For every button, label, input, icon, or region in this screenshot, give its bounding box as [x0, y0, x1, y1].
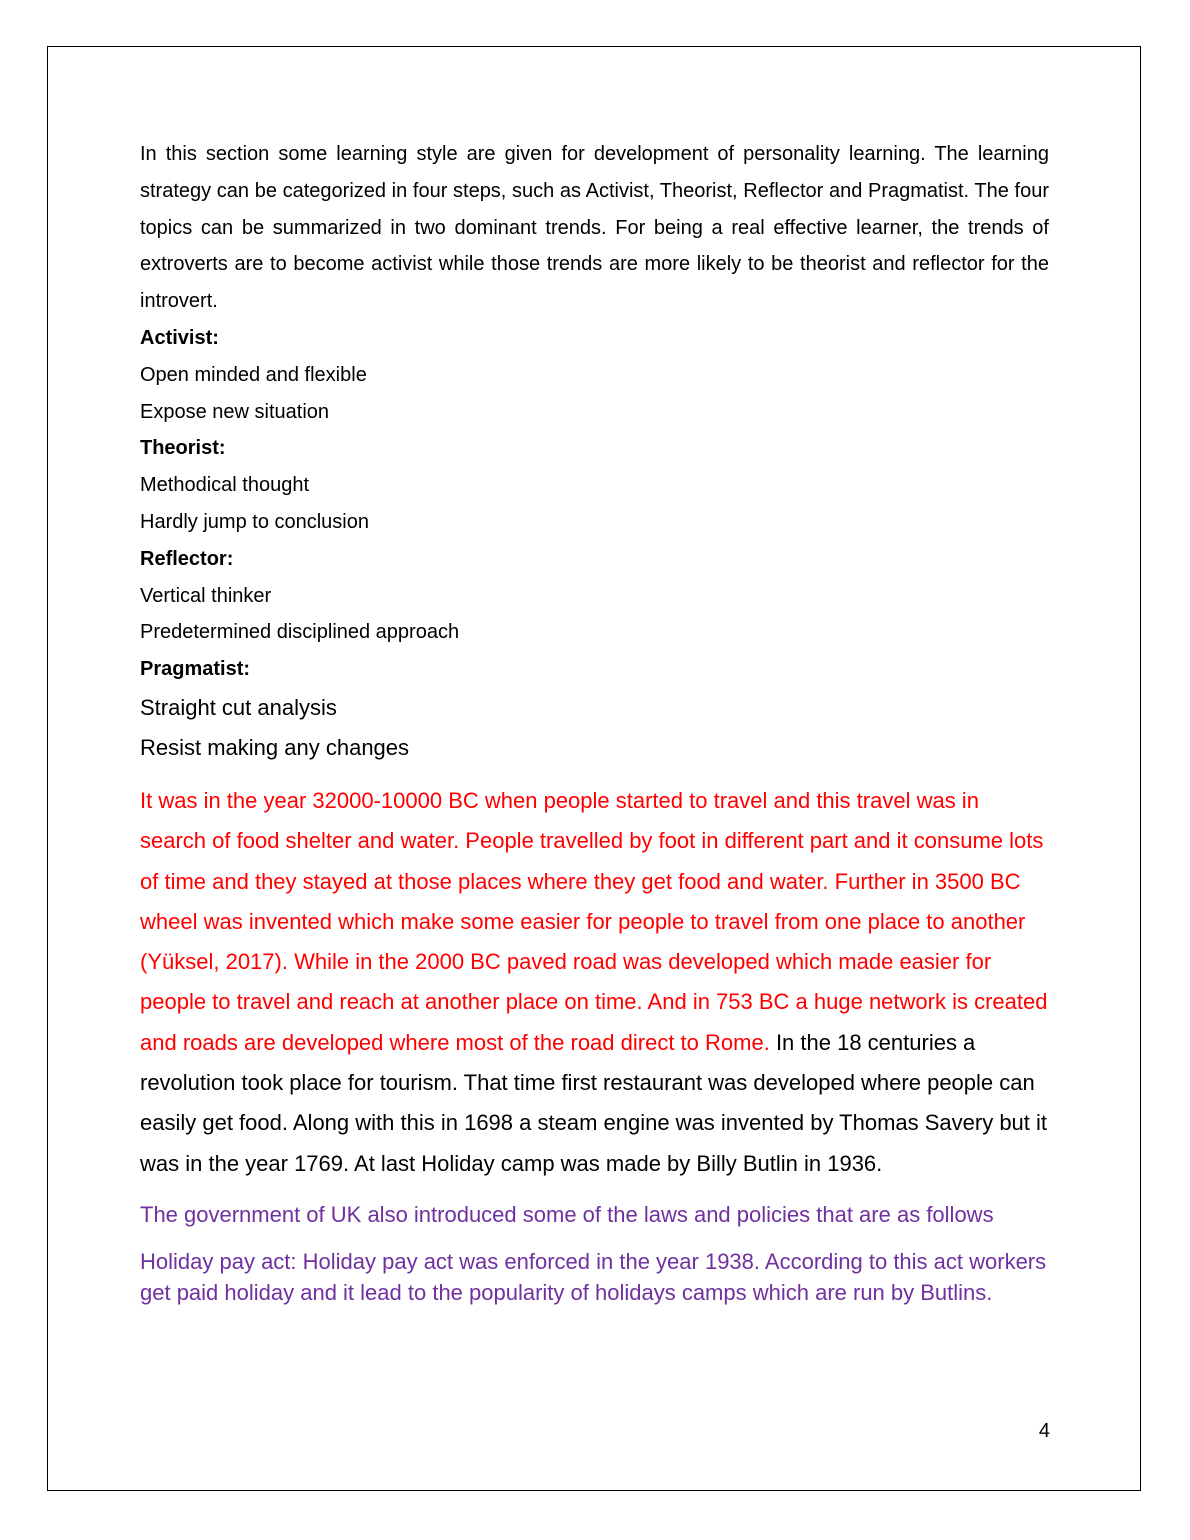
- page-number: 4: [1038, 1420, 1050, 1442]
- activist-item: Expose new situation: [140, 400, 330, 423]
- government-intro: The government of UK also introduced some of the laws and policies that are as follows: [140, 1201, 994, 1227]
- document-body: [140, 136, 1049, 1308]
- pragmatist-item: Straight cut analysis: [140, 694, 337, 720]
- reflector-item: Predetermined disciplined approach: [140, 621, 460, 644]
- reflector-heading: Reflector:: [140, 547, 234, 570]
- activist-heading: Activist:: [140, 326, 219, 349]
- intro-paragraph: In this section some learning style are given for development of personality learning. The learning strategy can be categorized in four steps, such as Activist, Theorist, Reflector and Pragmatist. The four topics can be summarized in two dominant trends. For being a real effective learner, the trends of extroverts are to become activist while those trends are more likely to be theorist and reflector for the introvert.: [140, 143, 1049, 313]
- theorist-item: Methodical thought: [140, 474, 310, 497]
- holiday-pay-act-paragraph: Holiday pay act: Holiday pay act was enforced in the year 1938. According to this act workers get paid holiday and it lead to the popularity of holidays camps which are run by Butlins.: [140, 1248, 1047, 1305]
- history-red-text: It was in the year 32000-10000 BC when people started to travel and this travel was in search of food shelter and water. People travelled by foot in different part and it consume lots of time and they stayed at those places where they get food and water. Further in 3500 BC wheel was invented which make some easier for people to travel from one place to another (Yüksel, 2017). While in the 2000 BC paved road was developed which made easier for people to travel and reach at another place on time. And in 753 BC a huge network is created and roads are developed where most of the road direct to Rome.: [140, 787, 1048, 1055]
- pragmatist-heading: Pragmatist:: [140, 658, 251, 681]
- pragmatist-item: Resist making any changes: [140, 735, 410, 761]
- theorist-item: Hardly jump to conclusion: [140, 510, 369, 533]
- theorist-heading: Theorist:: [140, 437, 226, 460]
- history-paragraph: [140, 781, 1049, 1184]
- reflector-item: Vertical thinker: [140, 584, 272, 607]
- history-black-text: In the 18 centuries a revolution took place for tourism. That time first restaurant was developed where people can easily get food. Along with this in 1698 a steam engine was invented by Thomas Savery but it was in the year 1769. At last Holiday camp was made by Billy Butlin in 1936.: [140, 1029, 1048, 1176]
- activist-item: Open minded and flexible: [140, 363, 367, 386]
